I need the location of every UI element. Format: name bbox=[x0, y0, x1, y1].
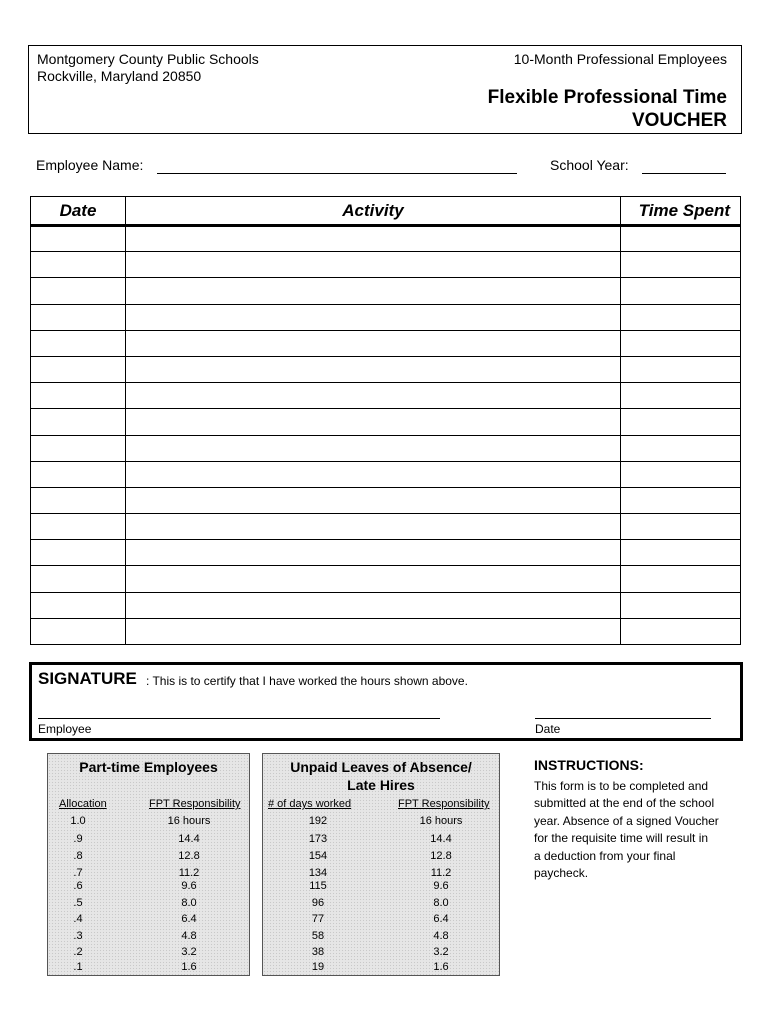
unpaid-col2-value: 16 hours bbox=[419, 815, 463, 827]
days-worked-column-header: # of days worked bbox=[268, 798, 352, 810]
activity-cell[interactable] bbox=[126, 514, 621, 540]
time-spent-cell[interactable] bbox=[621, 356, 741, 382]
time-spent-cell[interactable] bbox=[621, 383, 741, 409]
signature-date-field[interactable] bbox=[535, 718, 711, 719]
activity-cell[interactable] bbox=[126, 435, 621, 461]
part_time-col1-value: .8 bbox=[73, 850, 83, 862]
unpaid-col2-value: 8.0 bbox=[433, 897, 449, 909]
time-spent-column-header: Time Spent bbox=[621, 197, 741, 226]
table-row bbox=[31, 330, 741, 356]
allocation-column-header: Allocation bbox=[59, 798, 107, 810]
unpaid-col1-value: 173 bbox=[308, 833, 328, 845]
part_time-col1-value: .9 bbox=[73, 833, 83, 845]
unpaid-col1-value: 134 bbox=[308, 867, 328, 879]
instructions-block bbox=[534, 757, 734, 882]
form-title-line1: Flexible Professional Time bbox=[487, 87, 727, 108]
date-cell[interactable] bbox=[31, 226, 126, 252]
school-year-label: School Year: bbox=[550, 157, 629, 173]
unpaid-col1-value: 96 bbox=[311, 897, 325, 909]
school-year-field[interactable] bbox=[642, 173, 726, 174]
time-spent-cell[interactable] bbox=[621, 304, 741, 330]
unpaid-leaves-title bbox=[263, 758, 499, 794]
instruction-line: year. Absence of a signed Voucher bbox=[534, 813, 719, 828]
activity-cell[interactable] bbox=[126, 278, 621, 304]
unpaid-col2-value: 1.6 bbox=[433, 961, 449, 973]
unpaid-leaves-title-line1: Unpaid Leaves of Absence/ bbox=[290, 759, 472, 775]
activity-cell[interactable] bbox=[126, 487, 621, 513]
part_time-col1-value: 1.0 bbox=[70, 815, 86, 827]
date-cell[interactable] bbox=[31, 383, 126, 409]
part_time-col2-value: 14.4 bbox=[178, 833, 200, 845]
table-row bbox=[31, 540, 741, 566]
table-header-row bbox=[31, 197, 741, 226]
unpaid-col2-value: 14.4 bbox=[430, 833, 452, 845]
activity-cell[interactable] bbox=[126, 566, 621, 592]
activity-cell[interactable] bbox=[126, 540, 621, 566]
table-row bbox=[31, 487, 741, 513]
part_time-col1-value: .5 bbox=[73, 897, 83, 909]
unpaid-col2-value: 11.2 bbox=[430, 867, 452, 879]
unpaid-col1-value: 19 bbox=[311, 961, 325, 973]
ul-fpt-column-header: FPT Responsibility bbox=[398, 798, 490, 810]
table-row bbox=[31, 252, 741, 278]
unpaid-col2-value: 6.4 bbox=[433, 913, 449, 925]
date-cell[interactable] bbox=[31, 356, 126, 382]
instruction-line: paycheck. bbox=[534, 866, 589, 881]
part_time-col2-value: 3.2 bbox=[181, 946, 197, 958]
time-spent-cell[interactable] bbox=[621, 226, 741, 252]
unpaid-col1-value: 115 bbox=[309, 880, 327, 892]
time-spent-cell[interactable] bbox=[621, 540, 741, 566]
activity-cell[interactable] bbox=[126, 409, 621, 435]
instruction-line: a deduction from your final bbox=[534, 848, 676, 863]
employee-name-field[interactable] bbox=[157, 173, 517, 174]
time-spent-cell[interactable] bbox=[621, 330, 741, 356]
part_time-col1-value: .4 bbox=[73, 913, 83, 925]
date-cell[interactable] bbox=[31, 618, 126, 644]
date-cell[interactable] bbox=[31, 540, 126, 566]
employee-name-label: Employee Name: bbox=[36, 157, 144, 173]
instruction-line: This form is to be completed and bbox=[534, 779, 709, 793]
unpaid-col1-value: 58 bbox=[311, 930, 325, 942]
date-cell[interactable] bbox=[31, 487, 126, 513]
date-cell[interactable] bbox=[31, 409, 126, 435]
time-spent-cell[interactable] bbox=[621, 461, 741, 487]
part_time-col1-value: .7 bbox=[73, 867, 83, 879]
part_time-col1-value: .2 bbox=[73, 946, 83, 958]
part_time-col2-value: 4.8 bbox=[181, 930, 197, 942]
time-spent-cell[interactable] bbox=[621, 435, 741, 461]
part_time-col2-value: 8.0 bbox=[181, 897, 197, 909]
activity-cell[interactable] bbox=[126, 356, 621, 382]
unpaid-col1-value: 192 bbox=[308, 815, 328, 827]
employee-signature-field[interactable] bbox=[38, 718, 440, 719]
table-row bbox=[31, 409, 741, 435]
instruction-line: for the requisite time will result in bbox=[534, 831, 709, 846]
signature-statement: : This is to certify that I have worked the hours shown above. bbox=[146, 674, 468, 688]
employee-info-row bbox=[36, 157, 726, 177]
unpaid-col2-value: 9.6 bbox=[433, 880, 449, 892]
part_time-col2-value: 16 hours bbox=[167, 815, 211, 827]
part-time-employees-box bbox=[47, 753, 250, 976]
employee-category: 10-Month Professional Employees bbox=[513, 51, 727, 67]
date-cell[interactable] bbox=[31, 278, 126, 304]
part_time-col2-value: 6.4 bbox=[181, 913, 197, 925]
date-cell[interactable] bbox=[31, 592, 126, 618]
part_time-col2-value: 12.8 bbox=[178, 850, 200, 862]
table-row bbox=[31, 435, 741, 461]
time-spent-cell[interactable] bbox=[621, 487, 741, 513]
part_time-col2-value: 11.2 bbox=[178, 867, 200, 879]
part_time-col2-value: 9.6 bbox=[181, 880, 197, 892]
activity-log-table bbox=[30, 196, 741, 645]
table-row bbox=[31, 356, 741, 382]
part_time-col1-value: .1 bbox=[73, 961, 83, 973]
employee-signature-label: Employee bbox=[38, 722, 92, 736]
unpaid-col1-value: 154 bbox=[308, 850, 328, 862]
unpaid-col2-value: 12.8 bbox=[430, 850, 452, 862]
date-cell[interactable] bbox=[31, 252, 126, 278]
date-cell[interactable] bbox=[31, 566, 126, 592]
instructions-title: INSTRUCTIONS: bbox=[534, 757, 644, 773]
activity-cell[interactable] bbox=[126, 330, 621, 356]
org-name: Montgomery County Public Schools bbox=[37, 51, 259, 67]
signature-date-label: Date bbox=[535, 722, 561, 736]
activity-log-body bbox=[31, 226, 741, 645]
activity-cell[interactable] bbox=[126, 226, 621, 252]
activity-cell[interactable] bbox=[126, 461, 621, 487]
table-row bbox=[31, 278, 741, 304]
activity-cell[interactable] bbox=[126, 618, 621, 644]
time-spent-cell[interactable] bbox=[621, 252, 741, 278]
part_time-col2-value: 1.6 bbox=[181, 961, 197, 973]
unpaid-col1-value: 38 bbox=[311, 946, 325, 958]
organization-block bbox=[37, 51, 259, 85]
instructions-text bbox=[534, 778, 734, 882]
table-row bbox=[31, 304, 741, 330]
part-time-title: Part-time Employees bbox=[79, 759, 218, 775]
table-row bbox=[31, 383, 741, 409]
time-spent-cell[interactable] bbox=[621, 618, 741, 644]
time-spent-cell[interactable] bbox=[621, 566, 741, 592]
table-row bbox=[31, 226, 741, 252]
form-title bbox=[488, 86, 727, 132]
unpaid-col2-value: 3.2 bbox=[433, 946, 449, 958]
unpaid-leaves-title-line2: Late Hires bbox=[347, 777, 415, 793]
date-cell[interactable] bbox=[31, 304, 126, 330]
unpaid-col2-value: 4.8 bbox=[433, 930, 449, 942]
date-column-header: Date bbox=[31, 197, 126, 226]
time-spent-cell[interactable] bbox=[621, 592, 741, 618]
activity-cell[interactable] bbox=[126, 383, 621, 409]
time-spent-cell[interactable] bbox=[621, 514, 741, 540]
signature-box bbox=[29, 662, 743, 741]
signature-title: SIGNATURE bbox=[38, 669, 137, 688]
table-row bbox=[31, 592, 741, 618]
org-address: Rockville, Maryland 20850 bbox=[37, 68, 202, 84]
part_time-col1-value: .6 bbox=[73, 880, 83, 892]
activity-cell[interactable] bbox=[126, 304, 621, 330]
part_time-col1-value: .3 bbox=[73, 930, 83, 942]
activity-cell[interactable] bbox=[126, 252, 621, 278]
date-cell[interactable] bbox=[31, 330, 126, 356]
table-row bbox=[31, 514, 741, 540]
activity-column-header: Activity bbox=[126, 197, 621, 226]
activity-cell[interactable] bbox=[126, 592, 621, 618]
date-cell[interactable] bbox=[31, 514, 126, 540]
unpaid-col1-value: 77 bbox=[311, 913, 325, 925]
time-spent-cell[interactable] bbox=[621, 409, 741, 435]
time-spent-cell[interactable] bbox=[621, 278, 741, 304]
table-row bbox=[31, 566, 741, 592]
date-cell[interactable] bbox=[31, 435, 126, 461]
date-cell[interactable] bbox=[31, 461, 126, 487]
table-row bbox=[31, 461, 741, 487]
instruction-line: submitted at the end of the school bbox=[534, 796, 715, 811]
pt-fpt-column-header: FPT Responsibility bbox=[149, 798, 241, 810]
table-row bbox=[31, 618, 741, 644]
header-box bbox=[28, 45, 742, 134]
form-title-line2: VOUCHER bbox=[631, 110, 727, 131]
unpaid-leaves-box bbox=[262, 753, 500, 976]
